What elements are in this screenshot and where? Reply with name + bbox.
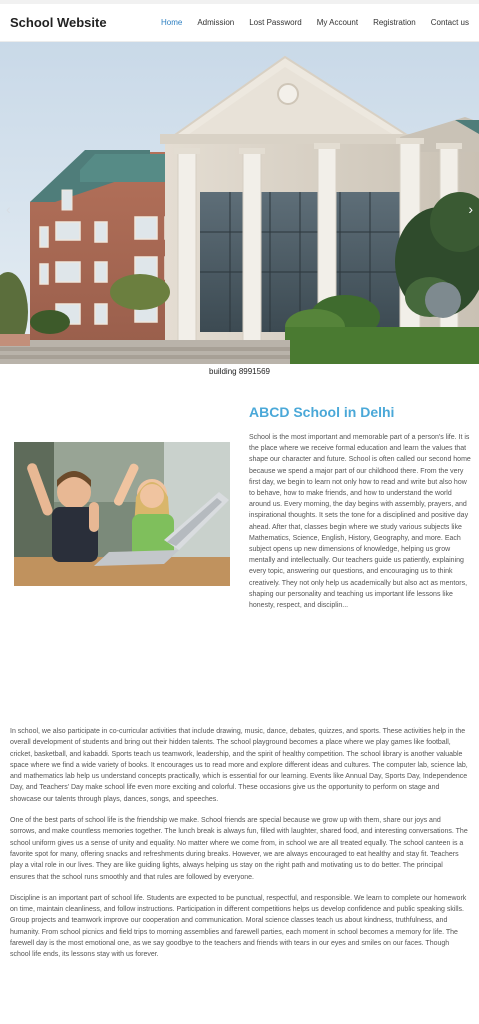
school-building-image [0,42,479,364]
chevron-left-icon[interactable]: ‹ [6,201,11,217]
nav-admission[interactable]: Admission [197,18,235,27]
hero-caption: building 8991569 [209,367,270,376]
nav-contact-us[interactable]: Contact us [430,18,469,27]
about-text: School is the most important and memorable part of a person's life. It is the place where we receive formal education and learn the values that shape our character and future. School is often called our second home because we spend a major part of our childhood there. From the very first day, we begin to learn not only how to read and write but also how to behave, how to make friends, and how to understand the world around us. Every morning, the day begins with assembly, prayers, and inspirational thoughts. It sets the tone for a disciplined and positive day ahead. After that, classes begin where we study various subjects like Mathematics, Science, English, History, Geography, and more. Each subject opens up new dimensions of knowledge, helping us grow mentally and intellectually. Our teachers guide us patiently, explaining every topic, answering our questions, and encouraging us to think creatively. They not only help us academically but also act as mentors, shaping our personality and teaching us important life lessons like honesty, respect, and disciplin... [249,434,471,610]
nav-my-account[interactable]: My Account [316,18,359,27]
main-nav [146,18,469,27]
site-title[interactable]: School Website [10,15,107,30]
nav-lost-password[interactable]: Lost Password [249,18,302,27]
nav-home[interactable]: Home [160,18,183,27]
paragraph-discipline: Discipline is an important part of school life. Students are expected to be punctual, respectful, and responsible. We learn to complete our homework on time, maintain cleanliness, and follow instructions. Participation in different competitions helps us develop confidence and public speaking skills. Group projects and teamwork improve our cooperation and communication. Moral science classes teach us about kindness, truthfulness, and humanity. From school picnics and field trips to morning assemblies and farewell parties, each moment in school becomes a memory for life. The farewell day is the most emotional one, as we say goodbye to the teachers and friends with tears in our eyes and smiles on our faces. Though school life ends, its lessons stay with us forever. [10,894,467,959]
site-header [0,4,479,42]
kids-laptop-photo [14,442,230,586]
content-paragraphs [0,726,479,961]
paragraph-activities: In school, we also participate in co-curricular activities that include drawing, music, dance, debates, quizzes, and sports. These activities help in the overall development of students and bring out their hidden talents. The school playground becomes a place where we play games like football, cricket, basketball, and kabaddi. Sports teach us teamwork, leadership, and the spirit of healthy competition. The school library is another valuable space where we find a wide variety of books. It encourages us to read more and explore different ideas and cultures. The computer lab, science lab, and mathematics lab help us understand concepts practically, which is essential for our learning. Events like Annual Day, Sports Day, Independence Day, and Teachers' Day make school life even more exciting and colorful. These occasions give us the opportunity to perform on stage and showcase our talents through plays, dances, songs, and speeches. [10,728,468,803]
about-title: ABCD School in Delhi [249,404,395,420]
kids-with-laptop-image [14,442,230,586]
chevron-right-icon[interactable]: › [468,201,473,217]
about-section [0,379,479,699]
nav-registration[interactable]: Registration [373,18,416,27]
hero-slider [0,42,479,364]
paragraph-friendship: One of the best parts of school life is the friendship we make. School friends are special because we grow up with them, share our joys and sorrows, and make countless memories together. The lunch break is always fun, filled with laughter, shared food, and interesting conversations. The school uniform gives us a sense of unity and equality. No matter where we come from, in school we are all treated equally. The school canteen is a favorite spot for many, offering snacks and refreshments during breaks. However, we are always encouraged to eat healthy and stay fit. Teachers play a vital role in our lives. They are like guiding lights, always helping us stay on the right path and motivating us to do better. The principal ensures that the school runs smoothly and that rules are followed by everyone. [10,817,468,881]
